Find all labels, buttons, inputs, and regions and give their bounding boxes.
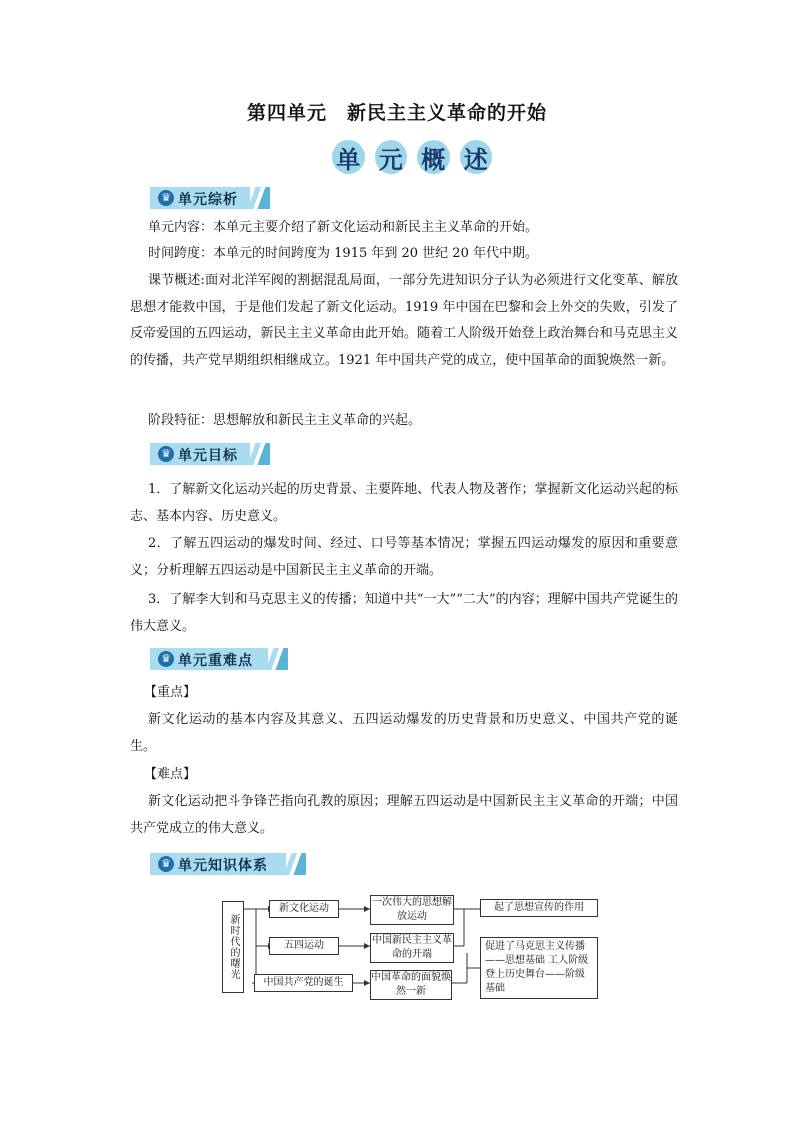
diagram-result: 一次伟大的思想解放运动	[370, 895, 454, 925]
overview-content	[148, 215, 678, 242]
diagram-result: 中国革命的面貌焕然一新	[370, 970, 452, 1000]
key-text: 新文化运动的基本内容及其意义、五四运动爆发的历史背景和历史意义、中国共产党的诞生。	[130, 712, 678, 754]
lesson-label: 课节概述:	[148, 273, 205, 288]
diagram-effect: 促进了马克思主义传播——思想基础 工人阶级登上历史舞台——阶级基础	[480, 937, 598, 999]
trophy-icon: ♛	[158, 190, 174, 206]
time-label: 时间跨度：	[148, 246, 214, 261]
key-label: 【重点】	[144, 685, 197, 700]
time-text: 本单元的时间跨度为 1915 年到 20 世纪 20 年代中期。	[213, 246, 538, 261]
section-heading-system: ♛ 单元知识体系	[150, 853, 310, 875]
goal-item: 1．了解新文化运动兴起的历史背景、主要阵地、代表人物及著作；掌握新文化运动兴起的标志、基本内容、历史意义。	[130, 482, 678, 524]
feature-label: 阶段特征：	[148, 413, 214, 428]
diagram-node: 新文化运动	[269, 900, 339, 918]
content-label: 单元内容：	[148, 220, 214, 235]
hard-label: 【难点】	[144, 767, 197, 782]
lesson-text: 面对北洋军阀的割据混乱局面，一部分先进知识分子认为必须进行文化变革、解放思想才能救中国，于是他们发起了新文化运动。1919 年中国在巴黎和会上外交的失败，引发了反帝爱国的五四运动，新民主主义革命由此开始。随着工人阶级开始登上政治舞台和马克思主义的传播，共产党早期组织相继成立。1921 年中国共产党的成立，使中国革命的面貌焕然一新。	[130, 273, 678, 368]
goal-item: 3．了解李大钊和马克思主义的传播；知道中共“一大”“二大”的内容；理解中国共产党诞生的伟大意义。	[130, 592, 678, 634]
page-title: 第四单元 新民主主义革命的开始	[246, 102, 547, 124]
banner-char: 元	[375, 140, 408, 174]
section-heading-goals: ♛ 单元目标	[150, 443, 272, 465]
trophy-icon: ♛	[158, 651, 174, 667]
content-text: 本单元主要介绍了新文化运动和新民主主义革命的开始。	[213, 220, 539, 235]
diagram-node: 五四运动	[269, 937, 339, 955]
diagram-effect: 起了思想宣传的作用	[480, 899, 598, 917]
diagram-node: 中国共产党的诞生	[254, 974, 353, 992]
trophy-icon: ♛	[158, 446, 174, 462]
overview-time	[148, 241, 678, 268]
diagram-root: 新时代的曙光	[222, 901, 244, 993]
section-heading-overview: ♛ 单元综析	[150, 187, 272, 209]
feature-text: 思想解放和新民主主义革命的兴起。	[213, 413, 422, 428]
banner-char: 概	[417, 140, 450, 174]
overview-feature	[148, 408, 678, 435]
overview-lesson	[130, 268, 678, 374]
goal-item: 2．了解五四运动的爆发时间、经过、口号等基本情况；掌握五四运动爆发的原因和重要意义；分析理解五四运动是中国新民主主义革命的开端。	[130, 536, 678, 578]
banner-char: 单	[332, 140, 365, 174]
diagram-result: 中国新民主主义革命的开端	[370, 933, 454, 963]
trophy-icon: ♛	[158, 856, 174, 872]
hard-text: 新文化运动把斗争锋芒指向孔教的原因；理解五四运动是中国新民主主义革命的开端；中国共产党成立的伟大意义。	[130, 794, 678, 836]
banner-char: 述	[460, 140, 493, 174]
unit-overview-banner	[332, 140, 492, 180]
knowledge-diagram	[222, 893, 602, 1005]
section-heading-key: ♛ 单元重难点	[150, 648, 290, 670]
